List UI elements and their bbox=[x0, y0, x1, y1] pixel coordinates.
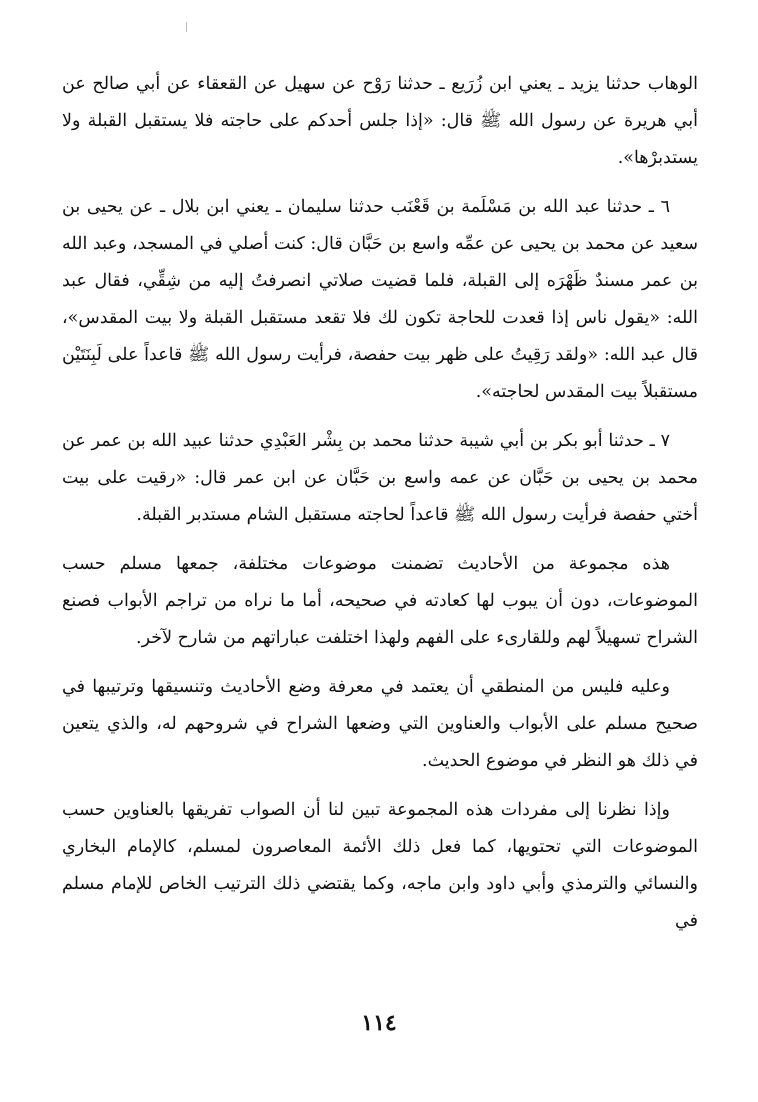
paragraph-hadith-7: ٧ ـ حدثنا أبو بكر بن أبي شيبة حدثنا محمد بن بِشْر العَبْدِي حدثنا عبيد الله بن عمر عن محمد بن يحيى بن حَبَّان عن عمه واسع بن حَبَّان عن ابن عمر قال: «رقيت على بيت أختي حفصة فرأيت رسول الله ﷺ قاعداً لحاجته مستقبل الشام مستدبر القبلة. bbox=[62, 431, 698, 525]
paragraph-commentary-1: هذه مجموعة من الأحاديث تضمنت موضوعات مختلفة، جمعها مسلم حسب الموضوعات، دون أن يبوب لها كعادته في صحيحه، أما ما نراه من تراجم الأبواب فصنع الشراح تسهيلاً لهم وللقارىء على الفهم ولهذا اختلفت عباراتهم من شارح لآخر. bbox=[62, 554, 698, 648]
paragraph-commentary-3: وإذا نظرنا إلى مفردات هذه المجموعة تبين لنا أن الصواب تفريقها بالعناوين حسب الموضوعات التي تحتويها، كما فعل ذلك الأئمة المعاصرون لمسلم، كالإمام البخاري والنسائي والترمذي وأبي داود وابن ماجه، وكما يقتضي ذلك الترتيب الخاص للإمام مسلم في bbox=[62, 800, 698, 931]
paragraph-continuation: الوهاب حدثنا يزيد ـ يعني ابن زُرَيع ـ حدثنا رَوْح عن سهيل عن القعقاء عن أبي صالح عن أبي هريرة عن رسول الله ﷺ قال: «إذا جلس أحدكم على حاجته فلا يستقبل القبلة ولا يستدبرْها». bbox=[62, 74, 698, 168]
paragraph-commentary-2: وعليه فليس من المنطقي أن يعتمد في معرفة وضع الأحاديث وتنسيقها وترتيبها في صحيح مسلم على الأبواب والعناوين التي وضعها الشراح في شروحهم له، والذي يتعين في ذلك هو النظر في موضوع الحديث. bbox=[62, 677, 698, 771]
paragraph-hadith-6: ٦ ـ حدثنا عبد الله بن مَسْلَمة بن قَعْنَب حدثنا سليمان ـ يعني ابن بلال ـ عن يحيى بن سعيد عن محمد بن يحيى عن عمِّه واسع بن حَبَّان قال: كنت أصلي في المسجد، وعبد الله بن عمر مسندٌ ظَهْرَه إلى القبلة، فلما قضيت صلاتي انصرفتُ إليه من شِقِّي، فقال عبد الله: «يقول ناس إذا قعدت للحاجة تكون لك فلا تقعد مستقبل القبلة ولا بيت المقدس»، قال عبد الله: «ولقد رَقِيتُ على ظهر بيت حفصة، فرأيت رسول الله ﷺ قاعداً على لَبِنَتَيْن مستقبلاً بيت المقدس لحاجته». bbox=[62, 197, 698, 402]
scan-mark bbox=[186, 22, 187, 32]
page-number: ١١٤ bbox=[361, 1010, 397, 1036]
page-body bbox=[62, 66, 698, 952]
